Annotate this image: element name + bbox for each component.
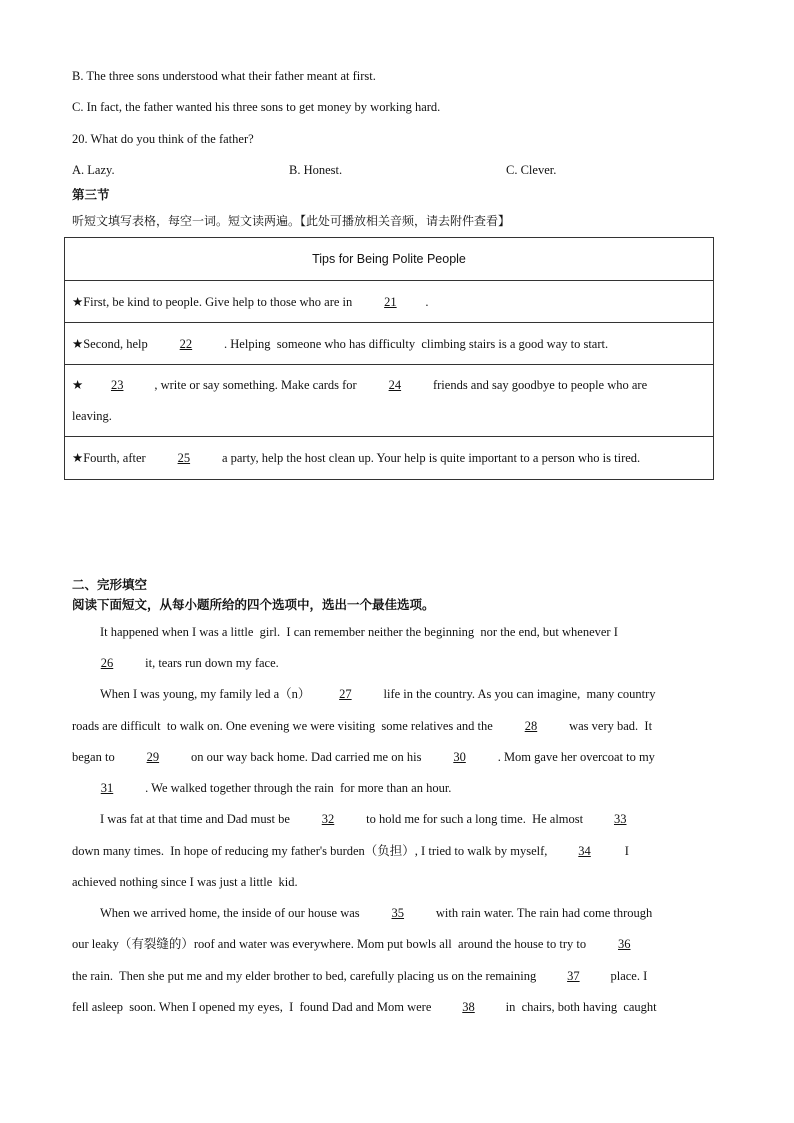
passage-line bbox=[72, 999, 657, 1015]
passage-line bbox=[72, 780, 451, 796]
tips-table bbox=[64, 237, 714, 480]
blank-24: 24 bbox=[388, 377, 402, 392]
table-row bbox=[65, 323, 714, 365]
blank-29: 29 bbox=[146, 750, 160, 764]
row-text: . bbox=[425, 294, 429, 309]
passage-line bbox=[100, 624, 618, 640]
row-text: ★Second, help bbox=[72, 336, 151, 351]
question-20-option-c: C. Clever. bbox=[506, 163, 557, 177]
table-cell bbox=[65, 323, 714, 365]
table-heading: Tips for Being Polite People bbox=[65, 238, 714, 281]
blank-32: 32 bbox=[321, 812, 335, 826]
blank-25: 25 bbox=[177, 451, 191, 465]
table-heading-row bbox=[65, 238, 714, 281]
row-text: ★ bbox=[72, 377, 84, 392]
passage-text: place. I bbox=[607, 969, 648, 983]
section-3-title: 第三节 bbox=[72, 187, 110, 202]
passage-text: I bbox=[618, 844, 629, 858]
blank-34: 34 bbox=[578, 844, 591, 858]
passage-line bbox=[72, 936, 659, 952]
blank-33: 33 bbox=[613, 812, 627, 826]
row-text: friends and say goodbye to people who are bbox=[429, 377, 648, 392]
passage-text: It happened when I was a little girl. I can remember neither the beginning nor the end, but whenever I bbox=[100, 625, 618, 639]
row-text: , write or say something. Make cards for bbox=[151, 377, 360, 392]
passage-text: I was fat at that time and Dad must be bbox=[100, 812, 293, 826]
passage-line bbox=[72, 843, 629, 859]
passage-line bbox=[72, 655, 279, 671]
passage-text: . Mom gave her overcoat to my bbox=[494, 750, 655, 764]
passage-text: achieved nothing since I was just a little kid. bbox=[72, 875, 298, 889]
passage-line bbox=[72, 874, 298, 890]
table-cell bbox=[65, 437, 714, 480]
passage-line bbox=[72, 718, 652, 734]
part-2-instruction: 阅读下面短文，从每小题所给的四个选项中，选出一个最佳选项。 bbox=[72, 597, 435, 612]
passage-text: the rain. Then she put me and my elder brother to bed, carefully placing us on the remaining bbox=[72, 969, 540, 983]
passage-text: on our way back home. Dad carried me on his bbox=[187, 750, 425, 764]
table-row bbox=[65, 281, 714, 323]
question-20-option-a: A. Lazy. bbox=[72, 163, 115, 177]
blank-31: 31 bbox=[100, 781, 114, 795]
passage-line bbox=[100, 811, 654, 827]
table-row bbox=[65, 365, 714, 437]
passage-text: When I was young, my family led a（n） bbox=[100, 687, 311, 701]
passage-line bbox=[72, 968, 647, 984]
passage-text: . We walked together through the rain for more than an hour. bbox=[142, 781, 452, 795]
passage-text: down many times. In hope of reducing my father's burden（负担）, I tried to walk by myself, bbox=[72, 844, 551, 858]
passage-text: roads are difficult to walk on. One evening we were visiting some relatives and the bbox=[72, 719, 496, 733]
blank-28: 28 bbox=[524, 719, 538, 733]
passage-text: was very bad. It bbox=[565, 719, 653, 733]
blank-37: 37 bbox=[567, 969, 580, 983]
passage-text: When we arrived home, the inside of our house was bbox=[100, 906, 363, 920]
passage-text: began to bbox=[72, 750, 118, 764]
passage-text: it, tears run down my face. bbox=[142, 656, 279, 670]
section-3-instruction: 听短文填写表格，每空一词。短文读两遍。【此处可播放相关音频，请去附件查看】 bbox=[72, 214, 511, 228]
passage-text: with rain water. The rain had come through bbox=[432, 906, 653, 920]
option-b-q19: B. The three sons understood what their father meant at first. bbox=[72, 69, 376, 83]
blank-38: 38 bbox=[462, 1000, 475, 1014]
row-text: a party, help the host clean up. Your help is quite important to a person who is tired. bbox=[218, 451, 641, 465]
passage-line bbox=[100, 686, 656, 702]
blank-36: 36 bbox=[618, 937, 631, 951]
blank-21: 21 bbox=[384, 294, 397, 309]
row-text: ★Fourth, after bbox=[72, 451, 149, 465]
row-text: ★First, be kind to people. Give help to those who are in bbox=[72, 294, 356, 309]
blank-35: 35 bbox=[391, 906, 405, 920]
table-row bbox=[65, 437, 714, 480]
passage-text: fell asleep soon. When I opened my eyes, I found Dad and Mom were bbox=[72, 1000, 435, 1014]
blank-27: 27 bbox=[339, 687, 352, 701]
question-20-stem: 20. What do you think of the father? bbox=[72, 132, 254, 146]
passage-text: our leaky（有裂缝的）roof and water was everywhere. Mom put bowls all around the house to try to bbox=[72, 937, 590, 951]
passage-text: to hold me for such a long time. He almost bbox=[363, 812, 587, 826]
blank-22: 22 bbox=[179, 336, 193, 351]
row-text: . Helping someone who has difficulty climbing stairs is a good way to start. bbox=[220, 336, 609, 351]
passage-line bbox=[72, 749, 655, 765]
blank-26: 26 bbox=[100, 656, 114, 670]
passage-text: life in the country. As you can imagine, many country bbox=[380, 687, 656, 701]
blank-23: 23 bbox=[110, 377, 124, 392]
option-c-q19: C. In fact, the father wanted his three sons to get money by working hard. bbox=[72, 100, 441, 114]
table-cell bbox=[65, 281, 714, 323]
passage-line bbox=[100, 905, 652, 921]
part-2-title: 二、完形填空 bbox=[72, 577, 148, 592]
blank-30: 30 bbox=[453, 750, 466, 764]
table-cell bbox=[65, 365, 714, 437]
question-20-option-b: B. Honest. bbox=[289, 163, 343, 177]
passage-text: in chairs, both having caught bbox=[502, 1000, 657, 1014]
row-text: leaving. bbox=[72, 408, 112, 423]
